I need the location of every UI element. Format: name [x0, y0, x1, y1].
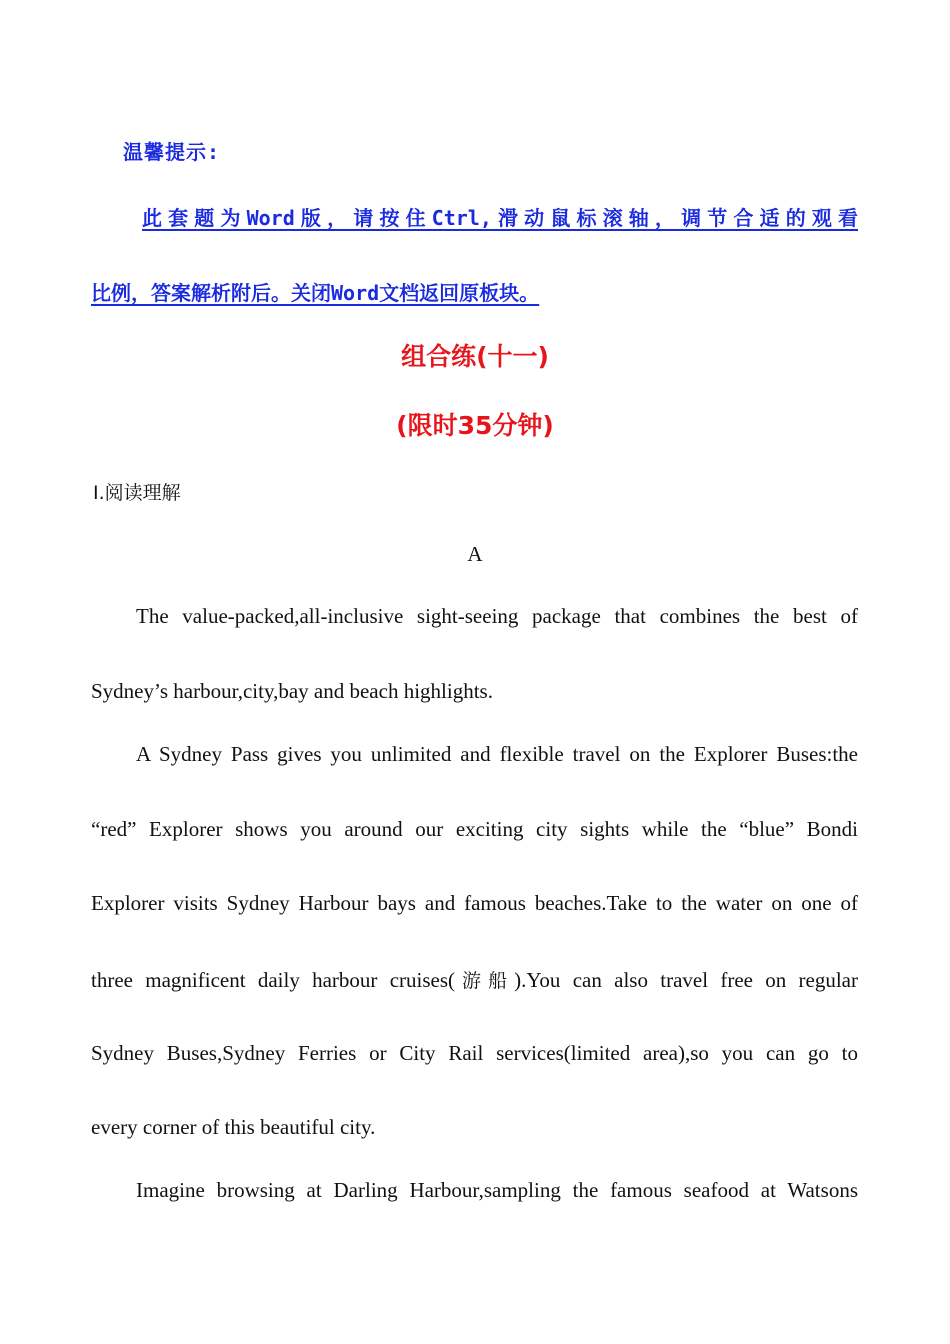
section-label-reading: Ⅰ.阅读理解: [93, 482, 181, 504]
passage-p3-line-1: Imagine browsing at Darling Harbour,sampling the famous seafood at Watsons: [136, 1178, 858, 1202]
passage-p2-line-5: Sydney Buses,Sydney Ferries or City Rail services(limited area),so you can go to: [91, 1041, 858, 1065]
tip-title: 温馨提示:: [123, 140, 221, 164]
passage-p1-line-1: The value-packed,all-inclusive sight-seeing package that combines the best of: [136, 604, 858, 628]
passage-p2-line-6: every corner of this beautiful city.: [91, 1115, 376, 1139]
tip-instruction-line-2[interactable]: 比例，答案解析附后。关闭Word文档返回原板块。: [91, 281, 540, 305]
passage-p1-line-2: Sydney’s harbour,city,bay and beach highlights.: [91, 679, 493, 703]
passage-p2-line-4: [91, 966, 858, 993]
passage-p2-line-4-start: three magnificent daily harbour cruises(: [91, 968, 456, 992]
passage-p2-line-2: “red” Explorer shows you around our exciting city sights while the “blue” Bondi: [91, 817, 858, 841]
passage-p2-cruise-gloss: 游船: [455, 970, 515, 992]
passage-p2-line-4-end: ).You can also travel free on regular: [514, 968, 858, 992]
tip-instruction-line-1[interactable]: 此套题为Word版，请按住Ctrl,滑动鼠标滚轴，调节合适的观看: [142, 206, 858, 230]
passage-p2-line-3: Explorer visits Sydney Harbour bays and famous beaches.Take to the water on one of: [91, 891, 858, 915]
part-letter: A: [467, 542, 483, 566]
passage-p2-line-1: A Sydney Pass gives you unlimited and flexible travel on the Explorer Buses:the: [136, 742, 858, 766]
page-title: 组合练(十一): [401, 342, 549, 371]
time-limit-subtitle: (限时35分钟): [396, 411, 554, 440]
